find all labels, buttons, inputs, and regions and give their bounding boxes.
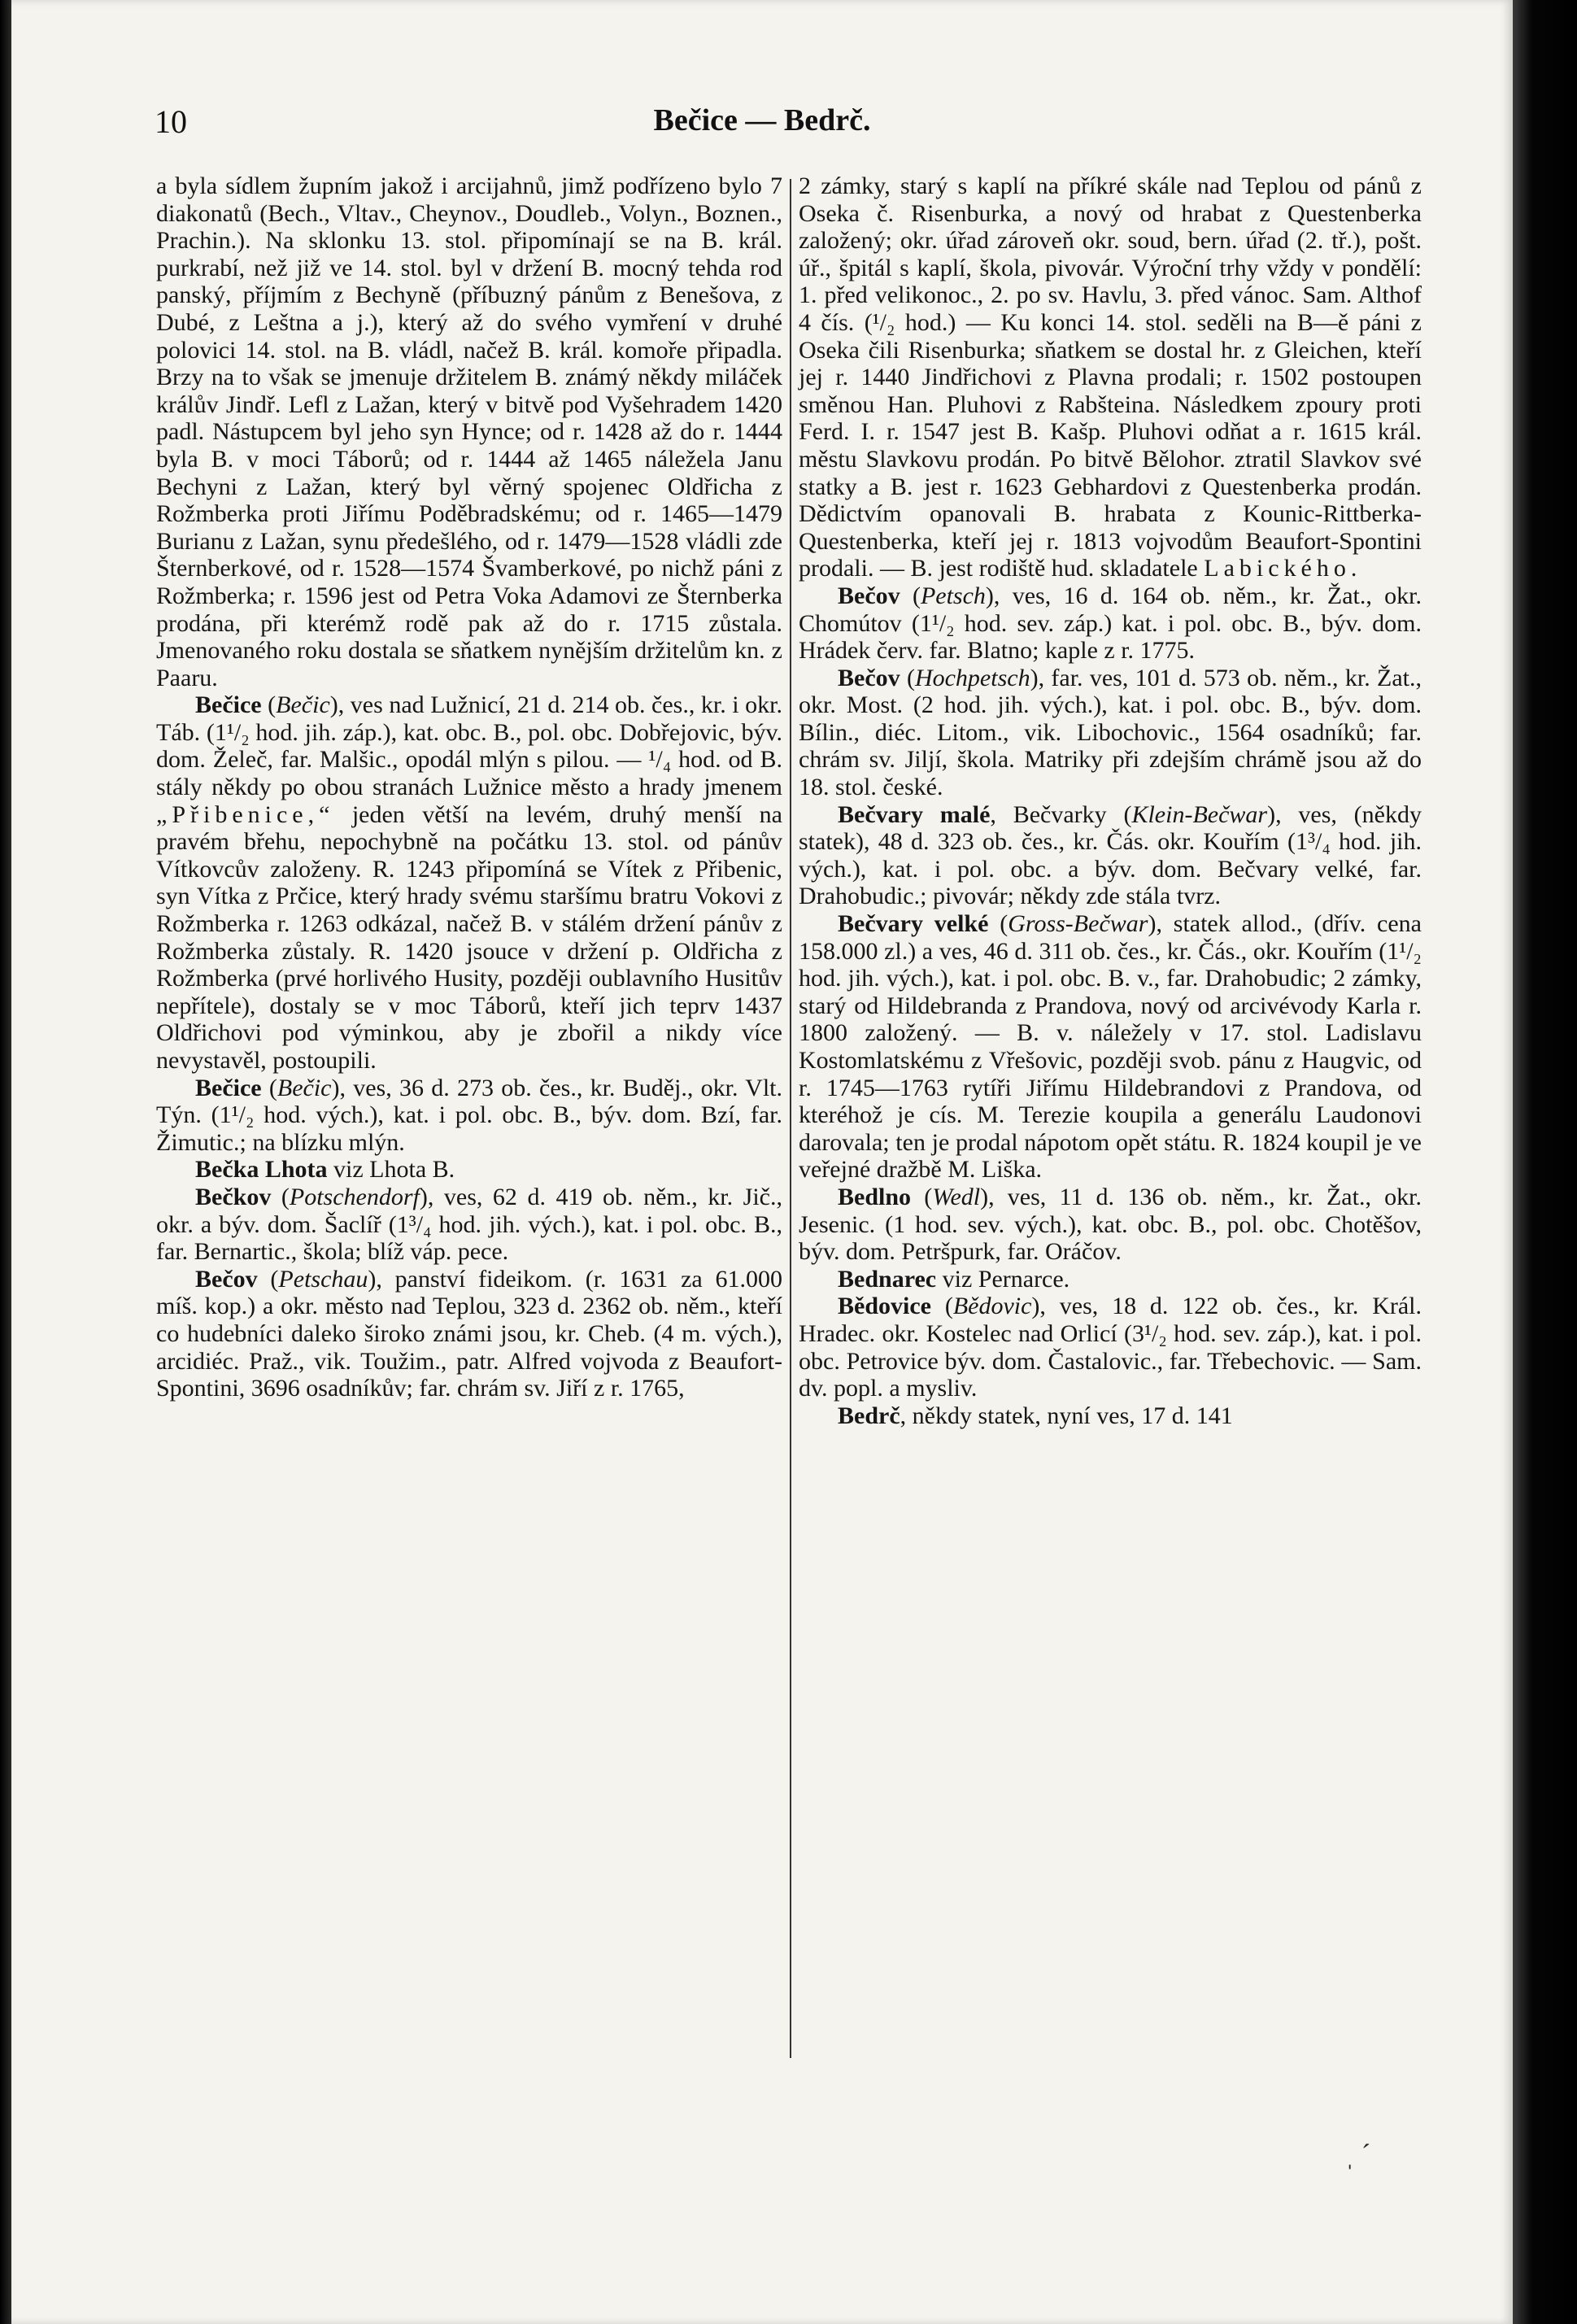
entry-text: , ves nad Lužnicí, 21 d. 214 ob. čes., kr. i okr. Táb. (1¹/₂ hod. jih. záp.), kat. obc. B., pol. obc. Dobřejovic, býv. dom. Želeč, far. Malšic., opodál mlýn s pilou. — ¹/₄ hod. od B. stály někdy po obou stranách Lužnice město a hrady jmenem — [156, 691, 782, 801]
entry-headword: Bečice — [195, 691, 262, 719]
entry-text: , ves, 11 d. 136 ob. něm., kr. Žat., okr. Jesenic. (1 hod. sev. vých.), kat. obc. B., pol. obc. Chotěšov, býv. dom. Petršpurk, far. Oráčov. — [799, 1183, 1422, 1266]
gazetteer-entry: Bečov (Petschau), panství fideikom. (r. 1631 za 61.000 míš. kop.) a okr. město nad Teplou, 323 d. 2362 ob. něm., kteří co hudebníci daleko široko známi jsou, kr. Cheb. (4 m. vých.), arcidiéc. Praž., vik. Toužim., patr. Alfred vojvoda z Beaufort-Spontini, 3696 osadníkův; far. chrám sv. Jiří z r. 1765, — [156, 1265, 782, 1402]
entry-headword: Bečice — [195, 1074, 262, 1101]
entry-german-name: Gross-Bečwar — [1008, 910, 1148, 938]
gazetteer-entry: Bedlno (Wedl), ves, 11 d. 136 ob. něm., kr. Žat., okr. Jesenic. (1 hod. sev. vých.), kat. obc. B., pol. obc. Chotěšov, býv. dom. Petršpurk, far. Oráčov. — [799, 1183, 1422, 1266]
entry-german-name: Potschendorf — [289, 1183, 420, 1210]
page-header — [11, 102, 1513, 151]
entry-german-name: Bědovic — [952, 1293, 1032, 1320]
entry-german-name: Petschau — [278, 1265, 368, 1293]
entry-headword: Bečvary velké — [838, 910, 989, 938]
entry-german-name: Klein-Bečwar — [1131, 800, 1268, 828]
book-page — [11, 0, 1513, 2324]
entry-text: viz Pernarce. — [936, 1265, 1070, 1293]
right-column — [799, 172, 1422, 1429]
entry-headword: Bedlno — [838, 1183, 912, 1210]
gazetteer-entry: Bečvary malé, Bečvarky (Klein-Bečwar), ves, (někdy statek), 48 d. 323 ob. čes., kr. Čás. okr. Kouřím (1³/₄ hod. jih. vých.), kat. i pol. obc. a býv. dom. Bečvary velké, far. Drahobudic.; pivovár; někdy zde stála tvrz. — [799, 800, 1422, 910]
entry-variant-text: , Bečvarky — [990, 800, 1124, 828]
entry-text: , panství fideikom. (r. 1631 za 61.000 míš. kop.) a okr. město nad Teplou, 323 d. 2362 ob. něm., kteří co hudebníci daleko široko známi jsou, kr. Cheb. (4 m. vých.), arcidiéc. Praž., vik. Toužim., patr. Alfred vojvoda z Beaufort-Spontini, 3696 osadníkův; far. chrám sv. Jiří z r. 1765, — [156, 1265, 782, 1402]
entry-german-name: Petsch — [920, 582, 986, 609]
entry-text: , ves, 18 d. 122 ob. čes., kr. Král. Hradec. okr. Kostelec nad Orlicí (3¹/₂ hod. sev. záp.), kat. i pol. obc. Petrovice býv. dom. Častalovic., far. Třebechovic. — Sam. dv. popl. a mysliv. — [799, 1293, 1422, 1402]
scan-left-edge — [0, 0, 11, 2324]
entry-text: , ves, 62 d. 419 ob. něm., kr. Jič., okr. a býv. dom. Šaclíř (1³/₄ hod. jih. vých.), kat. i pol. obc. B., far. Bernartic., škola; blíž váp. pece. — [156, 1183, 782, 1266]
column-divider — [790, 179, 791, 2058]
gazetteer-entry: Bečvary velké (Gross-Bečwar), statek allod., (dřív. cena 158.000 zl.) a ves, 46 d. 311 ob. čes., kr. Čás., okr. Kouřím (1¹/₂ hod. jih. vých.), kat. i pol. obc. B. v., far. Drahobudic; 2 zámky, starý od Hildebranda z Prandova, nový od arcivévody Karla r. 1800 založený. — B. v. náležely v 17. stol. Ladislavu Kostomlatskému z Vřešovic, později svob. pánu z Haugvic, od r. 1745—1763 rytíři Jiřímu Hildebrandovi z Prandova, od kteréhož je cís. M. Terezie koupila a generálu Laudonovi darovala; ten je prodal nápotom opět státu. R. 1824 koupil je ve veřejné dražbě M. Liška. — [799, 910, 1422, 1184]
gazetteer-entry — [799, 1402, 1422, 1430]
entry-headword: Bědovice — [838, 1293, 931, 1320]
spaced-emphasis: Labického. — [1204, 555, 1362, 582]
gazetteer-entry: Bečice (Bečic), ves, 36 d. 273 ob. čes., kr. Buděj., okr. Vlt. Týn. (1¹/₂ hod. vých.), kat. i pol. obc. B., býv. dom. Bzí, far. Žimutic.; na blízku mlýn. — [156, 1074, 783, 1156]
entry-text: , ves, 36 d. 273 ob. čes., kr. Buděj., okr. Vlt. Týn. (1¹/₂ hod. vých.), kat. i pol. obc. B., býv. dom. Bzí, far. Žimutic.; na blízku mlýn. — [156, 1074, 783, 1156]
entry-text: , far. ves, 101 d. 573 ob. něm., kr. Žat., okr. Most. (2 hod. jih. vých.), kat. i pol. obc. B., býv. dom. Bílin., diéc. Litom., vik. Libochovic., 1564 osadníků; far. chrám sv. Jiljí, škola. Matriky při zdejším chrámě jsou až do 18. stol. české. — [799, 664, 1422, 801]
entry-german-name: Hochpetsch — [914, 664, 1030, 691]
entry-text: , někdy statek, nyní ves, 17 d. 141 — [900, 1402, 1233, 1429]
entry-text: viz Lhota B. — [327, 1156, 455, 1184]
gazetteer-entry: Bědovice (Bědovic), ves, 18 d. 122 ob. čes., kr. Král. Hradec. okr. Kostelec nad Orlicí (3¹/₂ hod. sev. záp.), kat. i pol. obc. Petrovice býv. dom. Častalovic., far. Třebechovic. — Sam. dv. popl. a mysliv. — [799, 1293, 1422, 1402]
gazetteer-entry — [799, 1266, 1422, 1293]
entry-headword: Bečov — [838, 664, 900, 691]
gazetteer-entry: Bečice (Bečic), ves nad Lužnicí, 21 d. 214 ob. čes., kr. i okr. Táb. (1¹/₂ hod. jih. záp.), kat. obc. B., pol. obc. Dobřejovic, býv. dom. Želeč, far. Malšic., opodál mlýn s pilou. — ¹/₄ hod. od B. stály někdy po obou stranách Lužnice město a hrady jmenem „Přibenice,“ jeden větší na levém, druhý menší na pravém břehu, nepochybně na počátku 13. stol. od pánův Vítkovcův založeny. R. 1243 připomíná se Vítek z Přibenic, syn Vítka z Prčice, který hrady svému staršímu bratru Vokovi z Rožmberka r. 1263 odkázal, načež B. v stálém držení pánův z Rožmberka zůstaly. R. 1420 jsouce v držení p. Oldřicha z Rožmberka (prvé horlivého Husity, později oublavního Husitův nepřítele), dostaly se v moc Táborů, kteří jich teprv 1437 Oldřichovi pod výminkou, aby je zbořil a nikdy více nevystavěl, postoupili. — [156, 691, 782, 1074]
entry-german-name: Wedl — [932, 1183, 981, 1210]
entry-headword: Bedrč — [838, 1402, 900, 1429]
scan-right-edge — [1513, 0, 1577, 2324]
entry-continuation — [799, 172, 1422, 582]
running-title: Bečice — Bedrč. — [653, 103, 871, 137]
entry-text: , statek allod., (dřív. cena 158.000 zl.) a ves, 46 d. 311 ob. čes., kr. Čás., okr. Kouřím (1¹/₂ hod. jih. vých.), kat. i pol. obc. B. v., far. Drahobudic; 2 zámky, starý od Hildebranda z Prandova, nový od arcivévody Karla r. 1800 založený. — B. v. náležely v 17. stol. Ladislavu Kostomlatskému z Vřešovic, později svob. pánu z Haugvic, od r. 1745—1763 rytíři Jiřímu Hildebrandovi z Prandova, od kteréhož je cís. M. Terezie koupila a generálu Laudonovi darovala; ten je prodal nápotom opět státu. R. 1824 koupil je ve veřejné dražbě M. Liška. — [799, 910, 1422, 1184]
entry-text-cont: jeden větší na levém, druhý menší na pravém břehu, nepochybně na počátku 13. stol. od pánův Vítkovcův založeny. R. 1243 připomíná se Vítek z Přibenic, syn Vítka z Prčice, který hrady svému staršímu bratru Vokovi z Rožmberka r. 1263 odkázal, načež B. v stálém držení pánův z Rožmberka zůstaly. R. 1420 jsouce v držení p. Oldřicha z Rožmberka (prvé horlivého Husity, později oublavního Husitův nepřítele), dostaly se v moc Táborů, kteří jich teprv 1437 Oldřichovi pod výminkou, aby je zbořil a nikdy více nevystavěl, postoupili. — [156, 800, 782, 1074]
entry-text: , ves, 16 d. 164 ob. něm., kr. Žat., okr. Chomútov (1¹/₂ hod. sev. záp.) kat. i pol. obc. B., býv. dom. Hrádek červ. far. Blatno; kaple z r. 1775. — [799, 582, 1422, 665]
entry-german-name: Bečic — [276, 691, 330, 719]
entry-headword: Bečka Lhota — [195, 1156, 328, 1184]
entry-headword: Bečov — [195, 1265, 258, 1293]
entry-headword: Bečkov — [195, 1183, 272, 1210]
page-number: 10 — [155, 103, 187, 140]
entry-text: a byla sídlem župním jakož i arcijahnů, jimž podřízeno bylo 7 diakonatů (Bech., Vltav., Cheynov., Doudleb., Volyn., Boznen., Prachin.). Na sklonku 13. stol. připomínají se na B. král. purkrabí, než již ve 14. stol. byl v držení B. mocný tehda rod panský, příjmím z Bechyně (příbuzný pánům z Benešova, z Dubé, z Leštna a j.), který až do svého vymření v druhé polovici 14. stol. na B. vládl, načež B. král. komoře připadla. Brzy na to však se jmenuje držitelem B. známý někdy miláček králův Jindř. Lefl z Lažan, který v bitvě pod Vyšehradem 1420 padl. Nástupcem byl jeho syn Hynce; od r. 1428 až do r. 1444 byla B. v moci Táborů; od r. 1444 až 1465 náležela Janu Bechyni z Lažan, který byl věrný spojenec Oldřicha z Rožmberka proti Jiřímu Poděbradskému; od r. 1465—1479 Burianu z Lažan, synu předešlého, od r. 1479—1528 vládli zde Šternberkové, od r. 1528—1574 Švamberkové, po nichž páni z Rožmberka; r. 1596 jest od Petra Voka Adamovi ze Šternberka prodána, při kterémž rodě pak až do r. 1715 zůstala. Jmenovaného roku dostala se sňatkem nynějším držitelům kn. z Paaru. — [156, 172, 782, 691]
gazetteer-entry: Bečov (Hochpetsch), far. ves, 101 d. 573 ob. něm., kr. Žat., okr. Most. (2 hod. jih. vých.), kat. i pol. obc. B., býv. dom. Bílin., diéc. Litom., vik. Libochovic., 1564 osadníků; far. chrám sv. Jiljí, škola. Matriky při zdejším chrámě jsou až do 18. stol. české. — [799, 664, 1422, 801]
entry-german-name: Bečic — [277, 1074, 332, 1101]
spaced-emphasis: „Přibenice,“ — [156, 800, 335, 828]
entry-text: , ves, (někdy statek), 48 d. 323 ob. čes., kr. Čás. okr. Kouřím (1³/₄ hod. jih. vých.), kat. i pol. obc. a býv. dom. Bečvary velké, far. Drahobudic.; pivovár; někdy zde stála tvrz. — [799, 800, 1422, 910]
entry-continuation — [156, 172, 782, 691]
entry-headword: Bečvary malé — [838, 800, 991, 828]
entry-headword: Bednarec — [838, 1265, 937, 1293]
gazetteer-entry — [156, 1156, 782, 1184]
gazetteer-entry: Bečov (Petsch), ves, 16 d. 164 ob. něm., kr. Žat., okr. Chomútov (1¹/₂ hod. sev. záp.) kat. i pol. obc. B., býv. dom. Hrádek červ. far. Blatno; kaple z r. 1775. — [799, 582, 1422, 665]
left-column — [156, 172, 782, 1402]
entry-headword: Bečov — [838, 582, 900, 609]
gazetteer-entry: Bečkov (Potschendorf), ves, 62 d. 419 ob. něm., kr. Jič., okr. a býv. dom. Šaclíř (1³/₄ hod. jih. vých.), kat. i pol. obc. B., far. Bernartic., škola; blíž váp. pece. — [156, 1183, 782, 1266]
entry-text: 2 zámky, starý s kaplí na příkré skále nad Teplou od pánů z Oseka č. Risenburka, a nový od hrabat z Questenberka založený; okr. úřad zároveň okr. soud, bern. úřad (2. tř.), pošt. úř., špitál s kaplí, škola, pivovár. Výroční trhy vždy v pondělí: 1. před velikonoc., 2. po sv. Havlu, 3. před vánoc. Sam. Althof 4 čís. (¹/₂ hod.) — Ku konci 14. stol. seděli na B—ě páni z Oseka čili Risenburka; sňatkem se dostal hr. z Gleichen, kteří jej r. 1440 Jindřichovi z Plavna prodali; r. 1502 postoupen směnou Han. Pluhovi z Rabšteina. Následkem zpoury proti Ferd. I. r. 1547 jest B. Kašp. Pluhovi odňat a r. 1615 král. městu Slavkovu prodán. Po bitvě Bělohor. ztratil Slavkov své statky a B. jest r. 1623 Gebhardovi z Questenberka prodán. Dědictvím opanovali B. hrabata z Kounic-Rittberka-Questenberka, kteří jej r. 1813 vojvodům Beaufort-Spontini prodali. — B. jest rodiště hud. skladatele — [799, 172, 1422, 582]
scan-specks: ˌ ˊ — [1345, 2139, 1371, 2169]
